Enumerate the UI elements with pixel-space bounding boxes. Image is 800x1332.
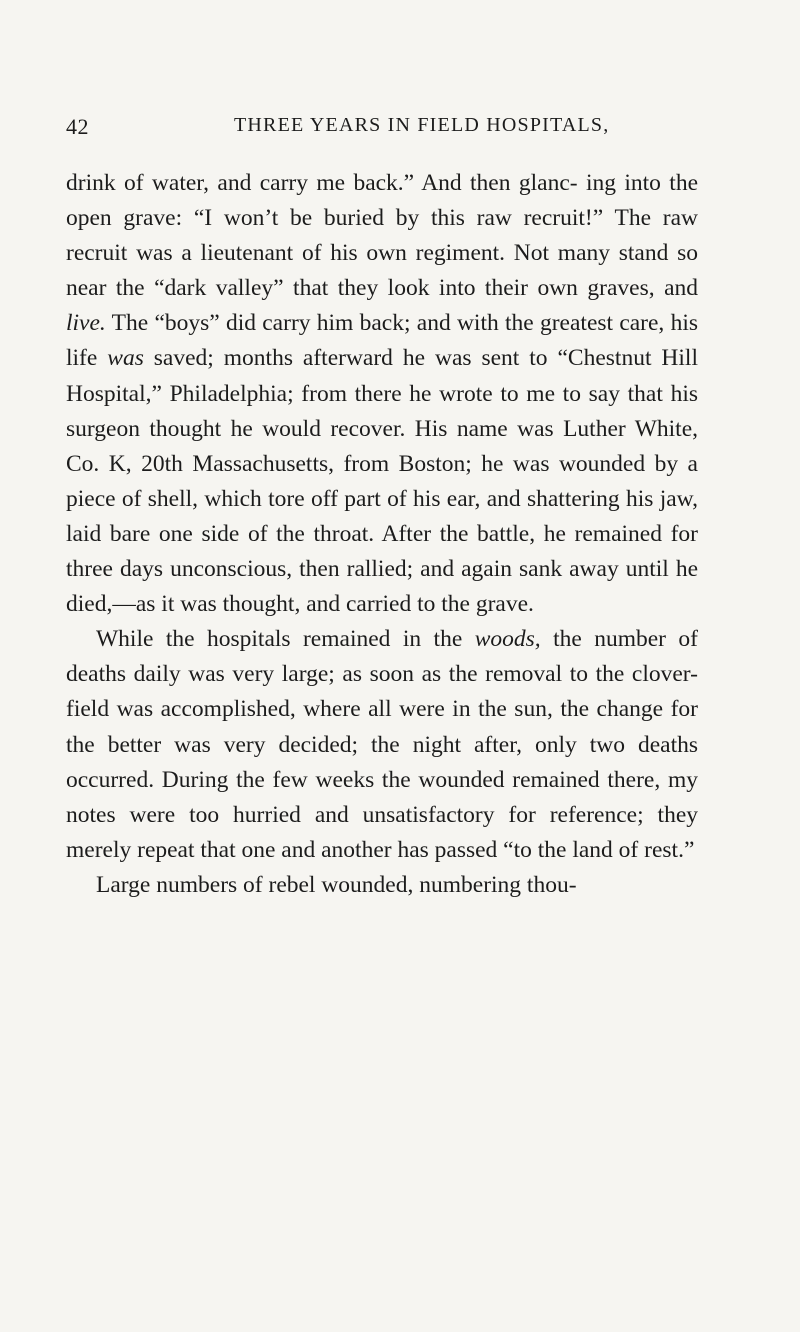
paragraph-1-text-c: saved; months afterward he was sent to “Chestnut Hill Hospital,” Philadelphia; from there he wrote to me to say that his surgeon thought he would recover. His name was Luther White, Co. K, 20th Massachusetts, from Boston; he was wounded by a piece of shell, which tore off part of his ear, and shattering his jaw, laid bare one side of the throat. After the battle, he remained for three days unconscious, then rallied; and again sank away until he died,—as it was thought, and carried to the grave. [66,345,698,618]
paragraph-2-text-a: While the hospitals remained in the [96,626,475,653]
paragraph-1-text-b: The “boys” did carry him back; and with the greatest care, his life [66,310,698,372]
running-title: THREE YEARS IN FIELD HOSPITALS, [234,114,610,136]
running-head [66,114,696,144]
paragraph-2-emphasis-woods: woods, [474,626,541,653]
paragraph-1-emphasis-live: live. [66,310,106,337]
paragraph-1 [66,166,698,622]
paragraph-1-text-a: drink of water, and carry me back.” And then glanc- ing into the open grave: “I won’t be buried by this raw recruit!” The raw recruit was a lieutenant of his own regiment. Not many stand so near the “dark valley” that they look into their own graves, and [66,170,698,302]
body-text [66,166,698,903]
paragraph-3: Large numbers of rebel wounded, numbering thou- [96,871,577,898]
paragraph-2-text-b: the number of deaths daily was very large; as soon as the removal to the clover-field was accomplished, where all were in the sun, the change for the better was very decided; the night after, only two deaths occurred. During the few weeks the wounded remained there, my notes were too hurried and unsatisfactory for reference; they merely repeat that one and another has passed “to the land of rest.” [66,626,698,863]
paragraph-2 [66,622,698,868]
paragraph-1-emphasis-was: was [107,345,144,372]
page-number: 42 [66,114,89,139]
